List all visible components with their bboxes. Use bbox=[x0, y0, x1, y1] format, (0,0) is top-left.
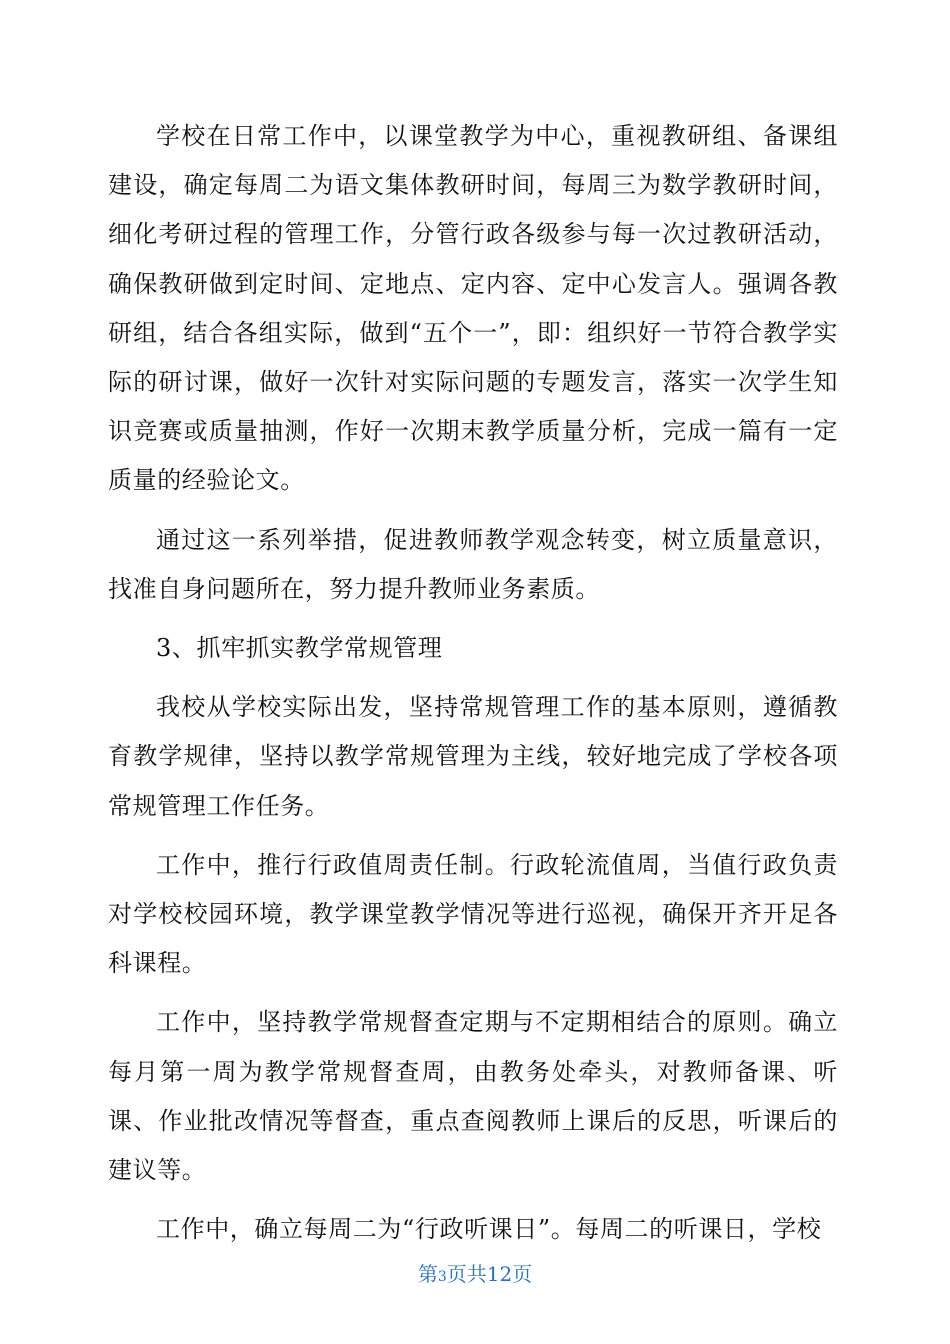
paragraph-measures-summary: 通过这一系列举措，促进教师教学观念转变，树立质量意识，找准自身问题所在，努力提升教师业务素质。 bbox=[108, 525, 838, 603]
document-body bbox=[108, 112, 838, 1264]
page-footer bbox=[0, 1258, 950, 1287]
section-heading-routine-management: 3、抓牢抓实教学常规管理 bbox=[156, 634, 443, 663]
footer-prefix: 第 bbox=[417, 1262, 438, 1286]
paragraph-inspection: 工作中，坚持教学常规督查定期与不定期相结合的原则。确立每月第一周为教学常规督查周，由教务处牵头，对教师备课、听课、作业批改情况等督查，重点查阅教师上课后的反思，听课后的建议等。 bbox=[108, 1008, 838, 1185]
footer-total-pages: 12 bbox=[486, 1262, 513, 1286]
footer-suffix: 页 bbox=[512, 1262, 533, 1286]
footer-page-number: 3 bbox=[437, 1269, 447, 1285]
footer-middle: 页共 bbox=[446, 1262, 487, 1286]
paragraph-weekly-duty: 工作中，推行行政值周责任制。行政轮流值周，当值行政负责对学校校园环境，教学课堂教学情况等进行巡视，确保开齐开足各科课程。 bbox=[108, 850, 838, 978]
paragraph-teaching-research: 学校在日常工作中，以课堂教学为中心，重视教研组、备课组建设，确定每周二为语文集体教研时间，每周三为数学教研时间，细化考研过程的管理工作，分管行政各级参与每一次过教研活动，确保教研做到定时间、定地点、定内容、定中心发言人。强调各教研组，结合各组实际，做到“五个一”，即：组织好一节符合教学实际的研讨课，做好一次针对实际问题的专题发言，落实一次学生知识竞赛或质量抽测，作好一次期末教学质量分析，完成一篇有一定质量的经验论文。 bbox=[108, 122, 838, 495]
paragraph-routine-principles: 我校从学校实际出发，坚持常规管理工作的基本原则，遵循教育教学规律，坚持以教学常规管理为主线，较好地完成了学校各项常规管理工作任务。 bbox=[108, 693, 838, 820]
paragraph-lesson-observation-day: 工作中，确立每周二为“行政听课日”。每周二的听课日，学校 bbox=[156, 1215, 822, 1244]
